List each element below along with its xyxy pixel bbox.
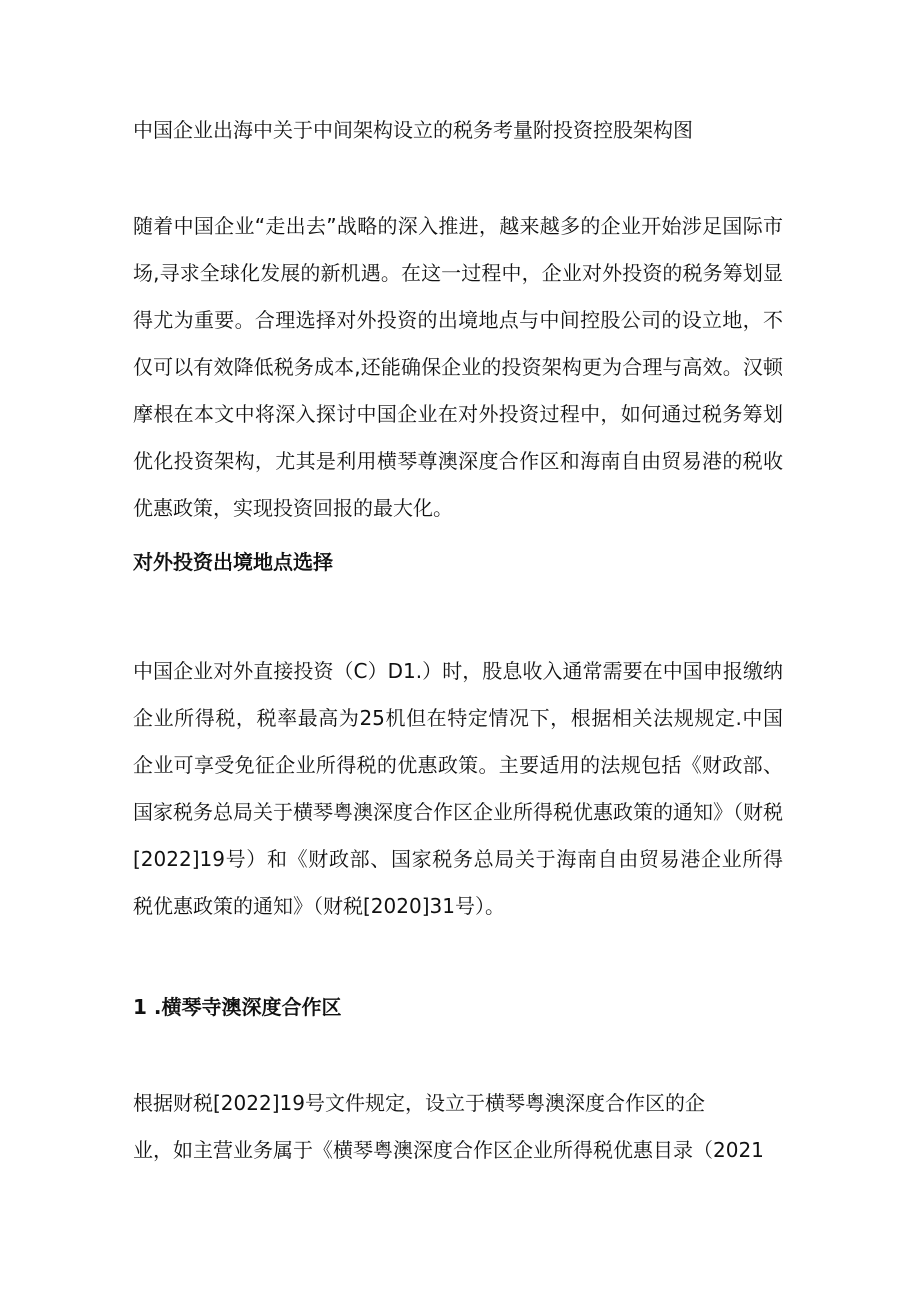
section-paragraph-tax-policy: 中国企业对外直接投资（C）D1.）时，股息收入通常需要在中国申报缴纳企业所得税，税率最高为25机但在特定情况下，根据相关法规规定.中国企业可享受免征企业所得税的优惠政策。主要适用的法规包括《财政部、国家税务总局关于横琴粤澳深度合作区企业所得税优惠政策的通知》（财税[2022]19号）和《财政部、国家税务总局关于海南自由贸易港企业所得税优惠政策的通知》（财税[2020]31号）。 (133, 659, 783, 918)
hengqin-paragraph-line-1: 根据财税[2022]19号文件规定，设立于横琴粤澳深度合作区的企 (133, 1091, 705, 1115)
section-heading-hengqin: 1 .横琴寺澳深度合作区 (133, 995, 342, 1019)
intro-paragraph: 随着中国企业“走出去”战略的深入推进，越来越多的企业开始涉足国际市场,寻求全球化发展的新机遇。在这一过程中，企业对外投资的税务筹划显得尤为重要。合理选择对外投资的出境地点与中间控股公司的设立地，不仅可以有效降低税务成本,还能确保企业的投资架构更为合理与高效。汉顿摩根在本文中将深入探讨中国企业在对外投资过程中，如何通过税务筹划优化投资架构，尤其是利用横琴尊澳深度合作区和海南自由贸易港的税收优惠政策，实现投资回报的最大化。 (133, 214, 783, 520)
section-heading-outbound-location: 对外投资出境地点选择 (133, 550, 333, 574)
hengqin-paragraph-line-2: 业，如主营业务属于《横琴粤澳深度合作区企业所得税优惠目录（2021 (133, 1138, 764, 1162)
document-title: 中国企业出海中关于中间架构设立的税务考量附投资控股架构图 (133, 118, 693, 142)
